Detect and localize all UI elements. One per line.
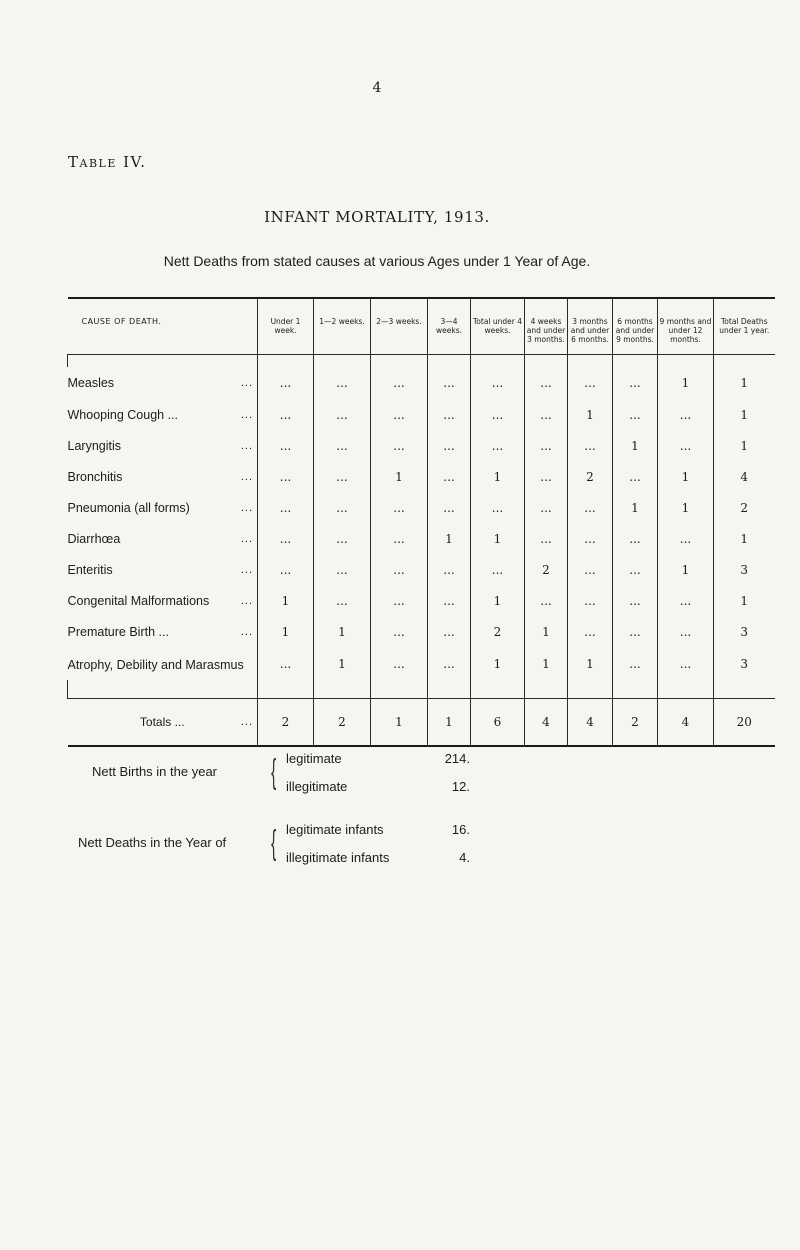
table-row [68, 492, 775, 523]
cause-label: Bronchitis [67, 469, 123, 484]
table-body [68, 355, 775, 747]
value-cell: 1 [471, 461, 525, 492]
leader-dots: ... [240, 470, 253, 483]
value-cell: ... [525, 523, 568, 554]
column-header: Total under 4 weeks. [471, 298, 525, 355]
value-cell: ... [371, 585, 428, 616]
value-cell: ... [428, 367, 471, 399]
cause-cell [68, 461, 258, 492]
total-value-cell: 2 [314, 699, 371, 747]
value-cell: ... [658, 647, 714, 680]
column-header: 9 months and under 12 months. [658, 298, 714, 355]
value-cell: ... [371, 616, 428, 647]
total-value-cell: 4 [525, 699, 568, 747]
deaths-illegitimate-value: 4. [459, 850, 470, 865]
value-cell: 1 [714, 399, 775, 430]
value-cell: ... [428, 616, 471, 647]
value-cell: ... [258, 647, 314, 680]
value-cell: ... [258, 430, 314, 461]
value-cell: ... [525, 399, 568, 430]
cause-cell [68, 523, 258, 554]
value-cell: 2 [525, 554, 568, 585]
births-legitimate-label: legitimate [286, 751, 342, 766]
value-cell: ... [658, 430, 714, 461]
deaths-label: Nett Deaths in the Year of [78, 835, 227, 850]
value-cell: ... [428, 492, 471, 523]
spacer-row [68, 680, 775, 699]
cause-cell [68, 492, 258, 523]
value-cell: ... [613, 523, 658, 554]
value-cell: ... [613, 616, 658, 647]
births-summary [92, 752, 592, 802]
column-header: Under 1 week. [258, 298, 314, 355]
spacer-row [68, 355, 775, 368]
column-header: 3—4 weeks. [428, 298, 471, 355]
value-cell: ... [258, 554, 314, 585]
value-cell: ... [613, 399, 658, 430]
value-cell: 3 [714, 616, 775, 647]
value-cell: 1 [613, 430, 658, 461]
table-row [68, 585, 775, 616]
value-cell: ... [613, 554, 658, 585]
births-label: Nett Births in the year [92, 764, 217, 779]
value-cell: ... [568, 367, 613, 399]
value-cell: ... [314, 461, 371, 492]
value-cell: 1 [371, 461, 428, 492]
total-value-cell: 1 [428, 699, 471, 747]
value-cell: ... [613, 647, 658, 680]
value-cell: ... [613, 461, 658, 492]
value-cell: ... [568, 585, 613, 616]
value-cell: 2 [568, 461, 613, 492]
value-cell: ... [613, 585, 658, 616]
totals-row [68, 699, 775, 747]
deaths-legitimate-label: legitimate infants [286, 822, 384, 837]
value-cell: ... [258, 399, 314, 430]
column-header: 1—2 weeks. [314, 298, 371, 355]
value-cell: ... [471, 430, 525, 461]
value-cell: 1 [258, 585, 314, 616]
document-title: INFANT MORTALITY, 1913. [264, 208, 490, 226]
value-cell: ... [525, 585, 568, 616]
value-cell: ... [471, 492, 525, 523]
value-cell: 3 [714, 647, 775, 680]
column-header: Total Deaths under 1 year. [714, 298, 775, 355]
value-cell: 1 [658, 367, 714, 399]
value-cell: 1 [314, 616, 371, 647]
total-value-cell: 4 [658, 699, 714, 747]
value-cell: 1 [658, 461, 714, 492]
value-cell: ... [525, 492, 568, 523]
value-cell: 1 [525, 616, 568, 647]
value-cell: ... [258, 461, 314, 492]
cause-cell [68, 616, 258, 647]
value-cell: ... [568, 616, 613, 647]
total-value-cell: 20 [714, 699, 775, 747]
value-cell: 2 [471, 616, 525, 647]
value-cell: ... [471, 367, 525, 399]
table-row [68, 523, 775, 554]
totals-label: Totals ... [139, 715, 185, 729]
value-cell: ... [568, 430, 613, 461]
value-cell: ... [371, 523, 428, 554]
value-cell: 1 [471, 585, 525, 616]
leader-dots: ... [240, 439, 253, 452]
value-cell: ... [314, 554, 371, 585]
column-header: 4 weeks and under 3 months. [525, 298, 568, 355]
total-value-cell: 2 [258, 699, 314, 747]
value-cell: ... [371, 399, 428, 430]
value-cell: ... [314, 492, 371, 523]
value-cell: ... [428, 585, 471, 616]
value-cell: ... [658, 585, 714, 616]
value-cell: ... [525, 430, 568, 461]
column-header: 2—3 weeks. [371, 298, 428, 355]
value-cell: ... [525, 367, 568, 399]
cause-label: Pneumonia (all forms) [67, 500, 190, 515]
value-cell: ... [428, 399, 471, 430]
value-cell: ... [371, 430, 428, 461]
leader-dots: ... [240, 716, 253, 728]
value-cell: ... [568, 523, 613, 554]
value-cell: 1 [428, 523, 471, 554]
value-cell: ... [471, 399, 525, 430]
value-cell: 1 [314, 647, 371, 680]
value-cell: ... [428, 430, 471, 461]
total-value-cell: 6 [471, 699, 525, 747]
cause-label: Congenital Malformations [67, 593, 210, 608]
value-cell: 1 [714, 585, 775, 616]
value-cell: ... [314, 430, 371, 461]
infant-mortality-table [67, 297, 775, 747]
left-brace-icon: { [271, 824, 277, 862]
table-row [68, 367, 775, 399]
cause-cell [68, 647, 258, 680]
cause-label: Atrophy, Debility and Marasmus [67, 657, 244, 672]
value-cell: 2 [714, 492, 775, 523]
value-cell: 1 [714, 430, 775, 461]
births-illegitimate-label: illegitimate [286, 779, 348, 794]
value-cell: ... [371, 554, 428, 585]
cause-label: Enteritis [67, 562, 113, 577]
cause-label: Measles [67, 376, 115, 390]
leader-dots: ... [240, 532, 253, 545]
value-cell: ... [371, 647, 428, 680]
value-cell: 1 [613, 492, 658, 523]
value-cell: ... [314, 523, 371, 554]
column-header: CAUSE OF DEATH. [68, 298, 258, 355]
value-cell: 1 [658, 492, 714, 523]
value-cell: ... [568, 492, 613, 523]
value-cell: 1 [471, 647, 525, 680]
births-legitimate-value: 214. [444, 751, 470, 766]
value-cell: ... [568, 554, 613, 585]
value-cell: 1 [258, 616, 314, 647]
value-cell: 1 [714, 367, 775, 399]
value-cell: 1 [525, 647, 568, 680]
value-cell: ... [314, 585, 371, 616]
value-cell: ... [314, 399, 371, 430]
births-illegitimate-value: 12. [451, 779, 470, 794]
leader-dots: ... [240, 408, 253, 421]
table-row [68, 554, 775, 585]
value-cell: ... [428, 461, 471, 492]
leader-dots: ... [240, 594, 253, 607]
value-cell: ... [525, 461, 568, 492]
table-row [68, 647, 775, 680]
leader-dots: ... [240, 625, 253, 638]
value-cell: 1 [568, 647, 613, 680]
left-brace-icon: { [271, 753, 277, 791]
cause-label: Premature Birth ... [67, 624, 169, 639]
value-cell: ... [258, 523, 314, 554]
table-row [68, 430, 775, 461]
document-subtitle: Nett Deaths from stated causes at various Ages under 1 Year of Age. [163, 253, 591, 269]
cause-cell [68, 554, 258, 585]
table-row [68, 399, 775, 430]
value-cell: ... [428, 554, 471, 585]
value-cell: ... [658, 399, 714, 430]
value-cell: ... [428, 647, 471, 680]
cause-cell [68, 367, 258, 399]
value-cell: ... [371, 367, 428, 399]
value-cell: ... [471, 554, 525, 585]
cause-label: Laryngitis [67, 438, 121, 453]
table-row [68, 616, 775, 647]
value-cell: ... [658, 616, 714, 647]
leader-dots: ... [240, 501, 253, 514]
table-header-row [68, 298, 775, 355]
page-number: 4 [372, 80, 382, 96]
deaths-summary [78, 823, 598, 873]
column-header: 3 months and under 6 months. [568, 298, 613, 355]
leader-dots: ... [240, 563, 253, 576]
value-cell: ... [258, 492, 314, 523]
cause-cell [68, 585, 258, 616]
value-cell: 3 [714, 554, 775, 585]
cause-cell [68, 399, 258, 430]
totals-cell [68, 699, 258, 747]
column-header: 6 months and under 9 months. [613, 298, 658, 355]
cause-cell [68, 430, 258, 461]
value-cell: 4 [714, 461, 775, 492]
value-cell: ... [613, 367, 658, 399]
deaths-legitimate-value: 16. [451, 822, 470, 837]
cause-label: Diarrhœa [67, 531, 121, 546]
table-row [68, 461, 775, 492]
total-value-cell: 4 [568, 699, 613, 747]
value-cell: ... [314, 367, 371, 399]
value-cell: 1 [658, 554, 714, 585]
table-label: Table IV. [68, 153, 147, 171]
value-cell: ... [658, 523, 714, 554]
value-cell: ... [258, 367, 314, 399]
total-value-cell: 1 [371, 699, 428, 747]
value-cell: ... [371, 492, 428, 523]
value-cell: 1 [714, 523, 775, 554]
value-cell: 1 [568, 399, 613, 430]
leader-dots: ... [240, 377, 253, 389]
total-value-cell: 2 [613, 699, 658, 747]
cause-label: Whooping Cough ... [67, 407, 178, 422]
deaths-illegitimate-label: illegitimate infants [286, 850, 390, 865]
value-cell: 1 [471, 523, 525, 554]
